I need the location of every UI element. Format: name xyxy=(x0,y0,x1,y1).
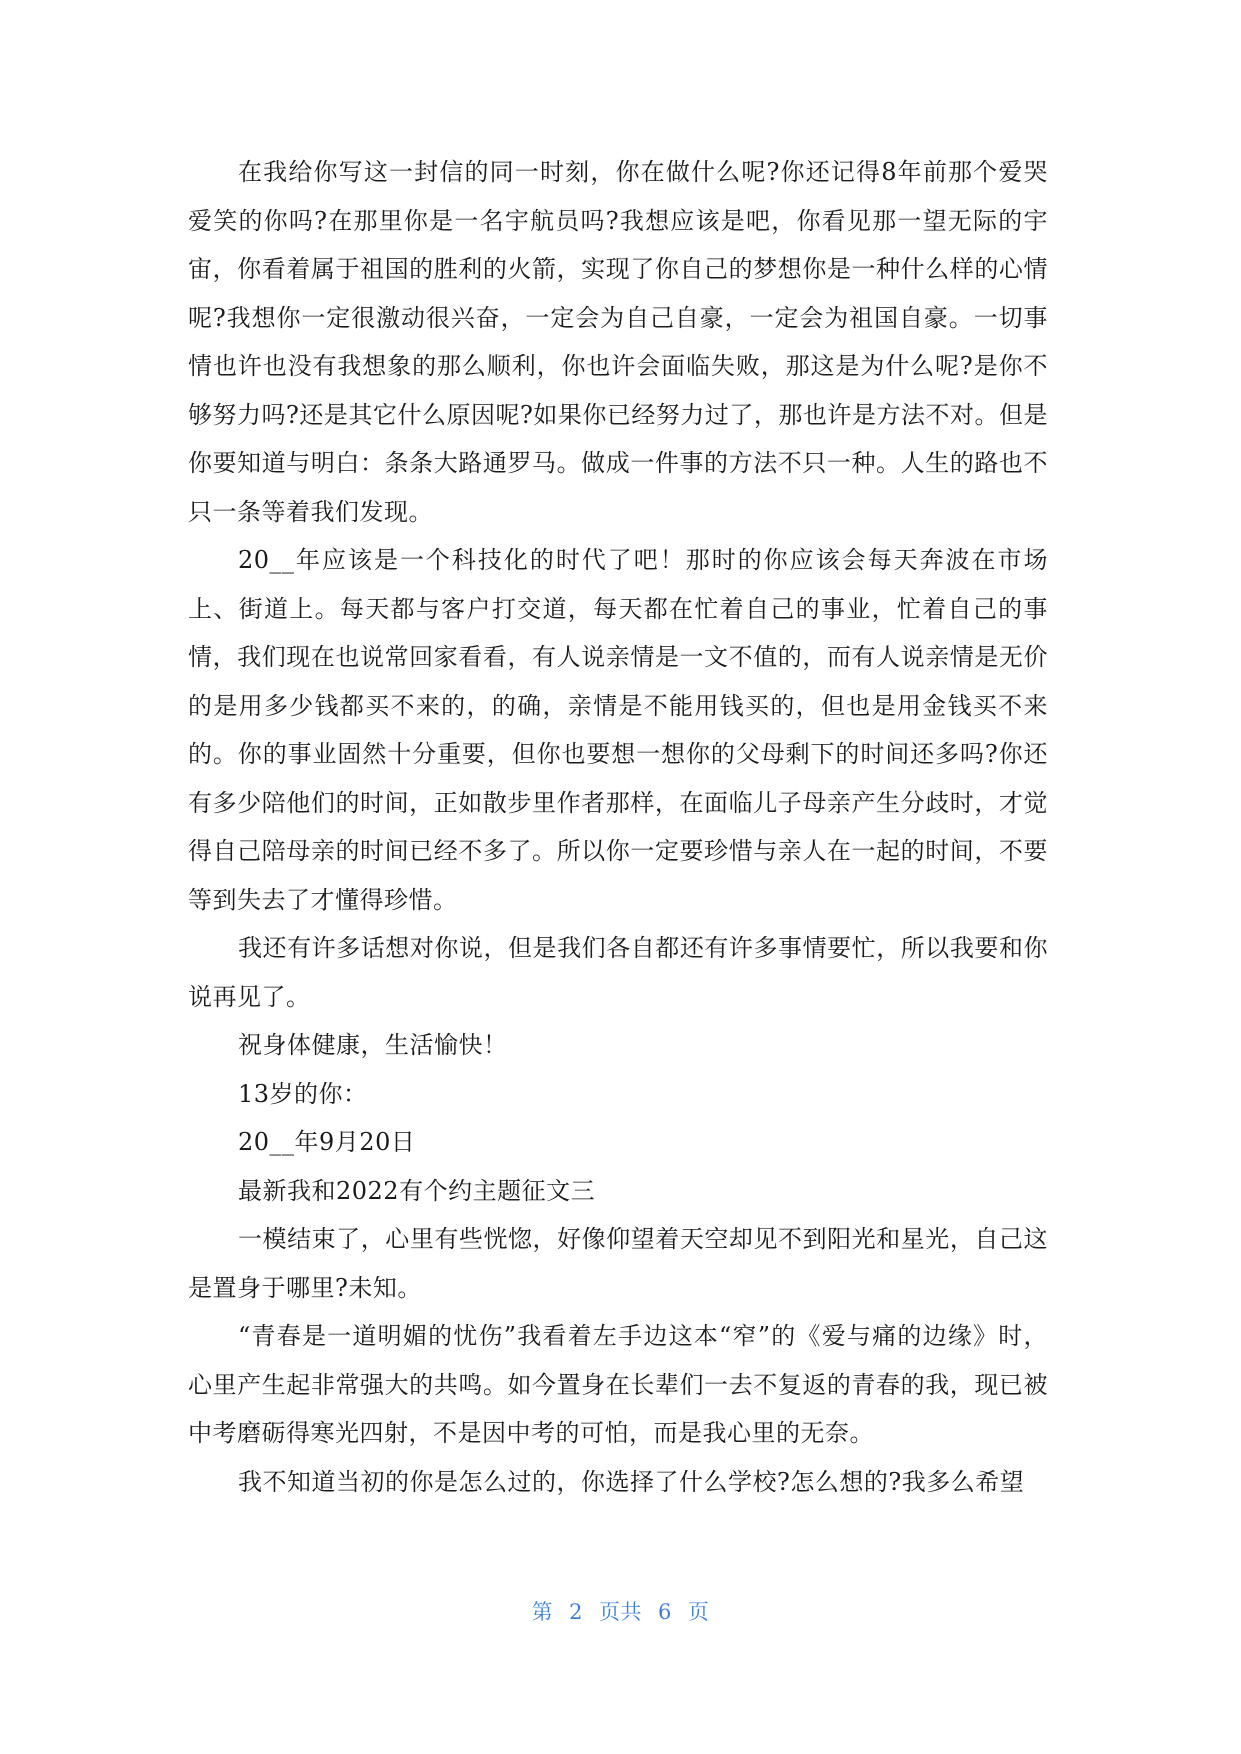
signature: 13岁的你： xyxy=(238,1079,368,1108)
paragraph: “青春是一道明媚的忧伤”我看着左手边这本“窄”的《爱与痛的边缘》时，心里产生起非常强大的共鸣。如今置身在长辈们一去不复返的青春的我，现已被中考磨砺得寒光四射，不是因中考的可怕，而是我心里的无奈。 xyxy=(188,1322,1048,1447)
footer-prefix: 第 xyxy=(531,1600,554,1624)
paragraph: 我不知道当初的你是怎么过的，你选择了什么学校?怎么想的?我多么希望 xyxy=(238,1467,1025,1496)
page-footer xyxy=(0,1596,1241,1626)
closing-wish: 祝身体健康，生活愉快！ xyxy=(238,1031,508,1059)
footer-page-number: 2 xyxy=(569,1600,583,1624)
paragraph: 我还有许多话想对你说，但是我们各自都还有许多事情要忙，所以我要和你说再见了。 xyxy=(188,934,1048,1011)
paragraph: 在我给你写这一封信的同一时刻，你在做什么呢?你还记得8年前那个爱哭爱笑的你吗?在那里你是一名宇航员吗?我想应该是吧，你看见那一望无际的宇宙，你看着属于祖国的胜利的火箭，实现了你自己的梦想你是一种什么样的心情呢?我想你一定很激动很兴奋，一定会为自己自豪，一定会为祖国自豪。一切事情也许也没有我想象的那么顺利，你也许会面临失败，那这是为什么呢?是你不够努力吗?还是其它什么原因呢?如果你已经努力过了，那也许是方法不对。但是你要知道与明白：条条大路通罗马。做成一件事的方法不只一种。人生的路也不只一条等着我们发现。 xyxy=(188,158,1048,526)
footer-middle: 页共 xyxy=(599,1600,642,1624)
document-body xyxy=(188,148,1048,1506)
footer-suffix: 页 xyxy=(687,1600,710,1624)
date-line: 20__年9月20日 xyxy=(238,1128,416,1156)
footer-total-pages: 6 xyxy=(658,1600,672,1624)
paragraph: 一模结束了，心里有些恍惚，好像仰望着天空却见不到阳光和星光，自己这是置身于哪里?未知。 xyxy=(188,1225,1048,1302)
section-title: 最新我和2022有个约主题征文三 xyxy=(238,1176,596,1205)
paragraph: 20__年应该是一个科技化的时代了吧！那时的你应该会每天奔波在市场上、街道上。每天都与客户打交道，每天都在忙着自己的事业，忙着自己的事情，我们现在也说常回家看看，有人说亲情是一文不值的，而有人说亲情是无价的是用多少钱都买不来的，的确，亲情是不能用钱买的，但也是用金钱买不来的。你的事业固然十分重要，但你也要想一想你的父母剩下的时间还多吗?你还有多少陪他们的时间，正如散步里作者那样，在面临儿子母亲产生分歧时，才觉得自己陪母亲的时间已经不多了。所以你一定要珍惜与亲人在一起的时间，不要等到失去了才懂得珍惜。 xyxy=(188,546,1048,914)
